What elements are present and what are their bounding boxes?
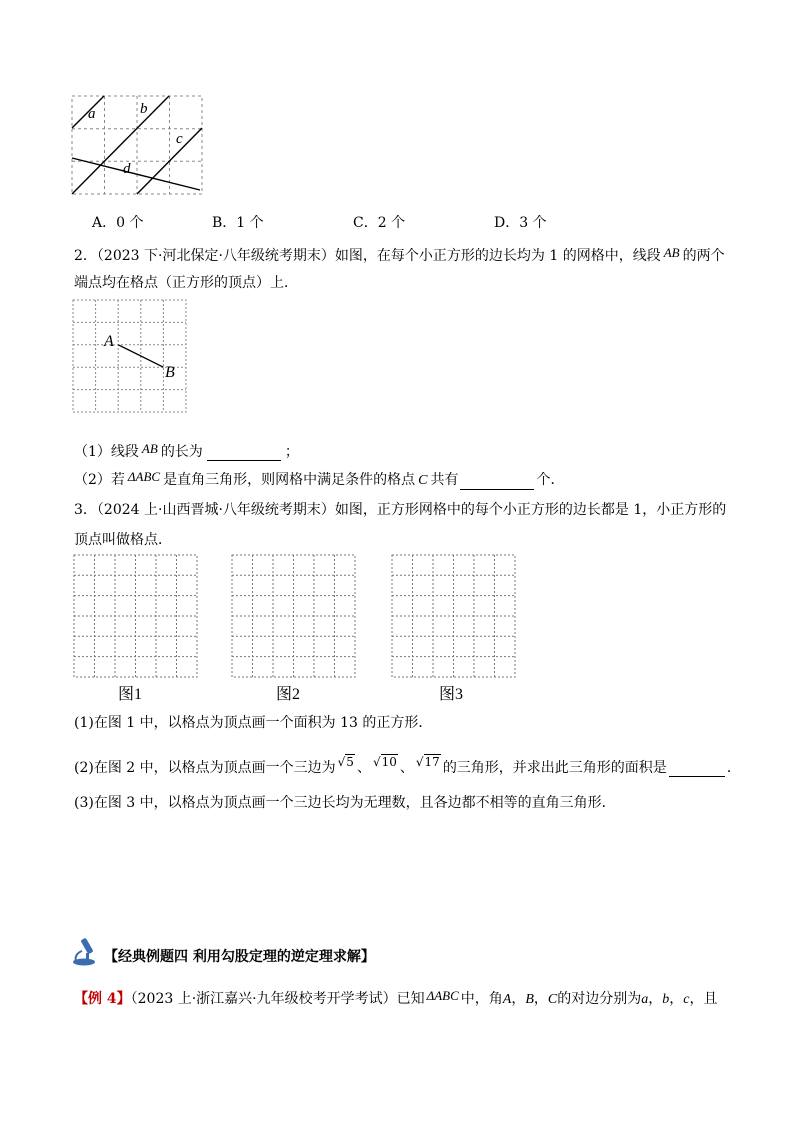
q2-sub1-text: （1）线段 <box>74 444 139 460</box>
example4-tag: 【例 4】 <box>74 991 131 1007</box>
example4-text-a: 已知 <box>396 991 425 1007</box>
section-title: 【经典例题四 利用勾股定理的逆定理求解】 <box>104 949 375 965</box>
label-d: d <box>123 161 131 177</box>
q3-text-a: 如图，正方形网格中的每个小正方形的边长都是 1，小正方形的 <box>334 502 727 518</box>
q2-sub2 <box>74 468 564 490</box>
example4-triangle: ΔABC <box>426 988 459 1003</box>
q3-number: 3． <box>74 502 97 518</box>
q2-line2: 端点均在格点（正方形的顶点）上． <box>74 275 298 291</box>
q2-sub1 <box>74 440 299 461</box>
caption-fig2: 图2 <box>276 686 301 703</box>
sep-2: 、 <box>399 760 414 776</box>
label-b: b <box>140 101 148 117</box>
q2-sub2-text-d: 共有 <box>430 472 459 488</box>
example4-b: b <box>662 992 670 1007</box>
q2-sub1-text-b: 的长为 <box>160 444 203 460</box>
q2-text-b: 的两个 <box>682 248 725 264</box>
sqrt-17-value: 17 <box>424 755 440 769</box>
example4-text-b: 中，角 <box>460 991 503 1007</box>
point-b-label: B <box>165 364 175 381</box>
example4-a: a <box>641 992 649 1007</box>
q2-sub2-end: 个． <box>536 472 565 488</box>
sqrt-17: √17 <box>415 755 440 769</box>
sqrt-5: √5 <box>337 755 354 769</box>
example4-text-c: 的对边分别为 <box>557 991 642 1007</box>
choice-a[interactable]: A．0 个 <box>92 215 144 231</box>
q2-source: （2023 下·河北保定·八年级统考期末） <box>96 248 335 264</box>
q3-part2-text-b: 的三角形，并求出此三角形的面积是 <box>442 760 667 776</box>
sep-1: 、 <box>356 760 371 776</box>
q3-part2-end: ． <box>726 760 741 776</box>
q3-line1 <box>74 501 726 519</box>
example4-comma-1: ， <box>511 991 526 1007</box>
grid-figure-1 <box>73 554 199 679</box>
example4-source: （2023 上·浙江嘉兴·九年级校考开学考试） <box>130 991 397 1007</box>
q2-sub1-seg: AB <box>141 441 158 456</box>
q3-line2: 顶点叫做格点． <box>74 532 172 548</box>
q2-sub2-triangle: ΔABC <box>127 469 161 484</box>
segment-ab-figure <box>71 298 189 415</box>
label-a: a <box>88 106 96 122</box>
grid-figure-2 <box>231 554 357 679</box>
label-c: c <box>176 131 183 147</box>
example4-c: c <box>683 992 690 1007</box>
choice-d[interactable]: D．3 个 <box>494 215 547 231</box>
q3-part1: (1)在图 1 中，以格点为顶点画一个面积为 13 的正方形． <box>74 715 433 731</box>
q2-line1 <box>74 244 725 265</box>
q3-part3: (3)在图 3 中，以格点为顶点画一个三边长均为无理数，且各边都不相等的直角三角形． <box>74 795 616 811</box>
example4-comma-2: ， <box>533 991 548 1007</box>
example4-comma-4: ， <box>669 991 684 1007</box>
sqrt-10-value: 10 <box>381 755 397 769</box>
grid-figure-3 <box>391 554 517 679</box>
q2-seg: AB <box>663 245 680 260</box>
q3-part2 <box>74 753 741 777</box>
q2-sub1-end: ； <box>284 444 299 460</box>
choice-c[interactable]: C．2 个 <box>353 215 406 231</box>
example4-A: A <box>502 992 512 1007</box>
example4-comma-3: ， <box>648 991 663 1007</box>
q3-part2-text: (2)在图 2 中，以格点为顶点画一个三边为 <box>74 760 336 776</box>
choice-b[interactable]: B．1 个 <box>212 215 264 231</box>
q2-sub2-text: （2）若 <box>74 472 125 488</box>
q3-part2-answer-blank[interactable] <box>669 762 725 777</box>
sqrt-5-value: 5 <box>346 755 354 769</box>
example4-B: B <box>525 992 534 1007</box>
point-a-label: A <box>104 333 114 350</box>
q2-sub2-answer-blank[interactable] <box>460 475 534 490</box>
q2-sub2-text-b: 是直角三角形，则网格中满足条件的格点 <box>163 472 416 488</box>
example4-line <box>74 987 717 1009</box>
example4-C: C <box>547 992 558 1007</box>
microscope-icon <box>72 936 100 968</box>
q2-text-a: 如图，在每个小正方形的边长均为 1 的网格中，线段 <box>334 248 661 264</box>
q2-number: 2． <box>74 248 97 264</box>
example4-text-d: ，且 <box>689 991 718 1007</box>
caption-fig3: 图3 <box>439 686 464 703</box>
caption-fig1: 图1 <box>118 686 143 703</box>
q2-sub1-answer-blank[interactable] <box>207 446 281 461</box>
sqrt-10: √10 <box>372 755 397 769</box>
q3-source: （2024 上·山西晋城·八年级统考期末） <box>96 502 335 518</box>
q2-sub2-c: C <box>418 473 428 488</box>
